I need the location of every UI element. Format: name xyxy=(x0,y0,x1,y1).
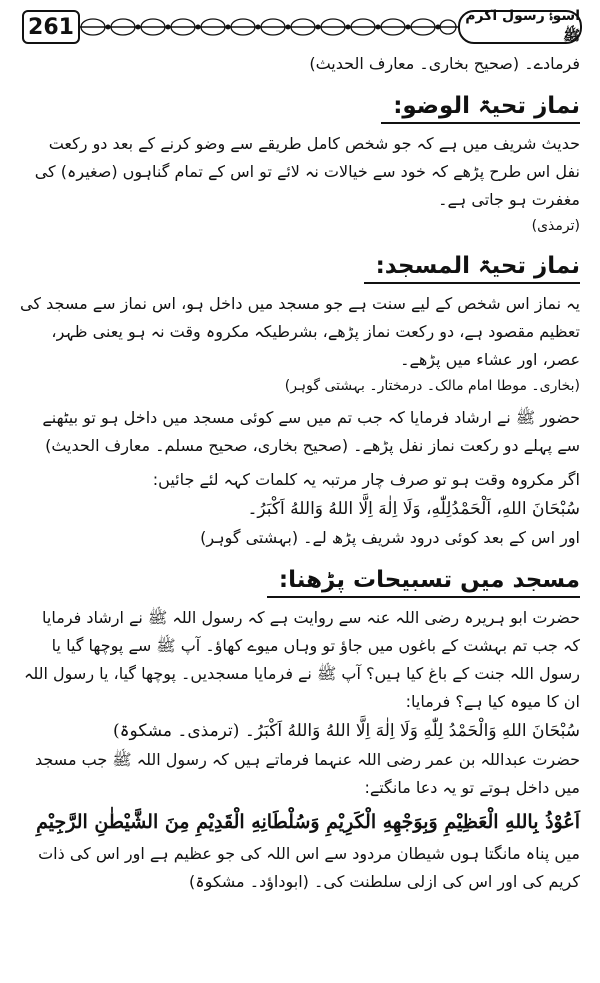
section-text-tasbihat: حضرت ابو ہریرہ رضی اللہ عنہ سے روایت ہے کہ رسول اللہ ﷺ نے ارشاد فرمایا کہ جب تم بہشت کے باغوں میں جاؤ تو وہاں میوے کھاؤ۔ آپ ﷺ سے پوچھا گیا یا رسول اللہ جنت کے باغ کیا ہیں؟ آپ ﷺ نے فرمایا مسجدیں۔ پوچھا گیا، یا رسول اللہ ان کا میوہ کیا ہے؟ فرمایا: xyxy=(23,608,580,711)
running-title: اسوۂ رسول اکرم ﷺ xyxy=(458,10,582,44)
page-number: 261 xyxy=(22,10,80,44)
durood-note: اور اس کے بعد کوئی درود شریف پڑھ لے۔ (بہشتی گوہر) xyxy=(200,528,580,547)
page-header xyxy=(22,10,582,46)
tasbih-arabic: سُبْحَانَ اللهِ، اَلْحَمْدُلِلّٰهِ، وَلَا اِلٰهَ اِلَّا اللهُ وَاللهُ اَكْبَرُ۔ xyxy=(247,499,580,519)
section-heading-tasbihat: مسجد میں تسبیحات پڑھنا: xyxy=(267,564,580,598)
intro-line: فرمادے۔ (صحیح بخاری۔ معارف الحدیث) xyxy=(309,54,580,73)
section-text-wudu: حدیث شریف میں ہے کہ جو شخص کامل طریقے سے وضو کرنے کے بعد دو رکعت نفل اس طرح پڑھے کہ خود سے خیالات نہ لائے تو اس کے تمام گناہوں (صغیرہ) کی مغفرت ہو جاتی ہے۔ xyxy=(34,134,580,209)
section-heading-wudu: نماز تحیۃ الوضو: xyxy=(381,90,580,124)
section-heading-masjid: نماز تحیۃ المسجد: xyxy=(364,250,580,284)
dua-arabic: اَعُوْذُ بِاللهِ الْعَظِيْمِ وَبِوَجْهِهِ الْكَرِيْمِ وَسُلْطَانِهِ الْقَدِيْمِ مِنَ الشَّيْطٰنِ الرَّجِيْمِ xyxy=(36,811,580,833)
header-ornament xyxy=(78,16,458,38)
section-ref-masjid: (بخاری۔ موطا امام مالک۔ درمختار۔ بہشتی گوہر) xyxy=(284,378,580,394)
dua-translation: میں پناہ مانگتا ہوں شیطان مردود سے اس اللہ کی جو عظیم ہے اور اس کی ذات کریم کی اور اس کی ازلی سلطنت کی۔ (ابوداؤد۔ مشکوۃ) xyxy=(38,844,580,891)
section-text-masjid: یہ نماز اس شخص کے لیے سنت ہے جو مسجد میں داخل ہو، اس نماز سے مسجد کی تعظیم مقصود ہے، دو رکعت نماز پڑھے، بشرطیکہ مکروہ وقت نہ ہو یعنی ظہر، عصر، اور عشاء میں پڑھے۔ xyxy=(20,294,580,369)
section-ref-wudu: (ترمذی) xyxy=(531,218,580,234)
makruh-note: اگر مکروہ وقت ہو تو صرف چار مرتبہ یہ کلمات کہہ لئے جائیں: xyxy=(152,470,580,489)
tasbihat-arabic: سُبْحَانَ اللهِ وَالْحَمْدُ لِلّٰهِ وَلَا اِلٰهَ اِلَّا اللهُ وَاللهُ اَكْبَرُ۔ (ترمذی۔ مشکوۃ) xyxy=(112,721,580,741)
hadith-masjid: حضور ﷺ نے ارشاد فرمایا کہ جب تم میں سے کوئی مسجد میں داخل ہو تو بیٹھنے سے پہلے دو رکعت نماز نفل پڑھے۔ (صحیح بخاری، صحیح مسلم۔ معارف الحدیث) xyxy=(42,408,580,455)
page-content xyxy=(20,50,580,896)
ibn-umar-hadith: حضرت عبداللہ بن عمر رضی اللہ عنہما فرماتے ہیں کہ رسول اللہ ﷺ جب مسجد میں داخل ہوتے تو یہ دعا مانگتے: xyxy=(34,750,580,797)
